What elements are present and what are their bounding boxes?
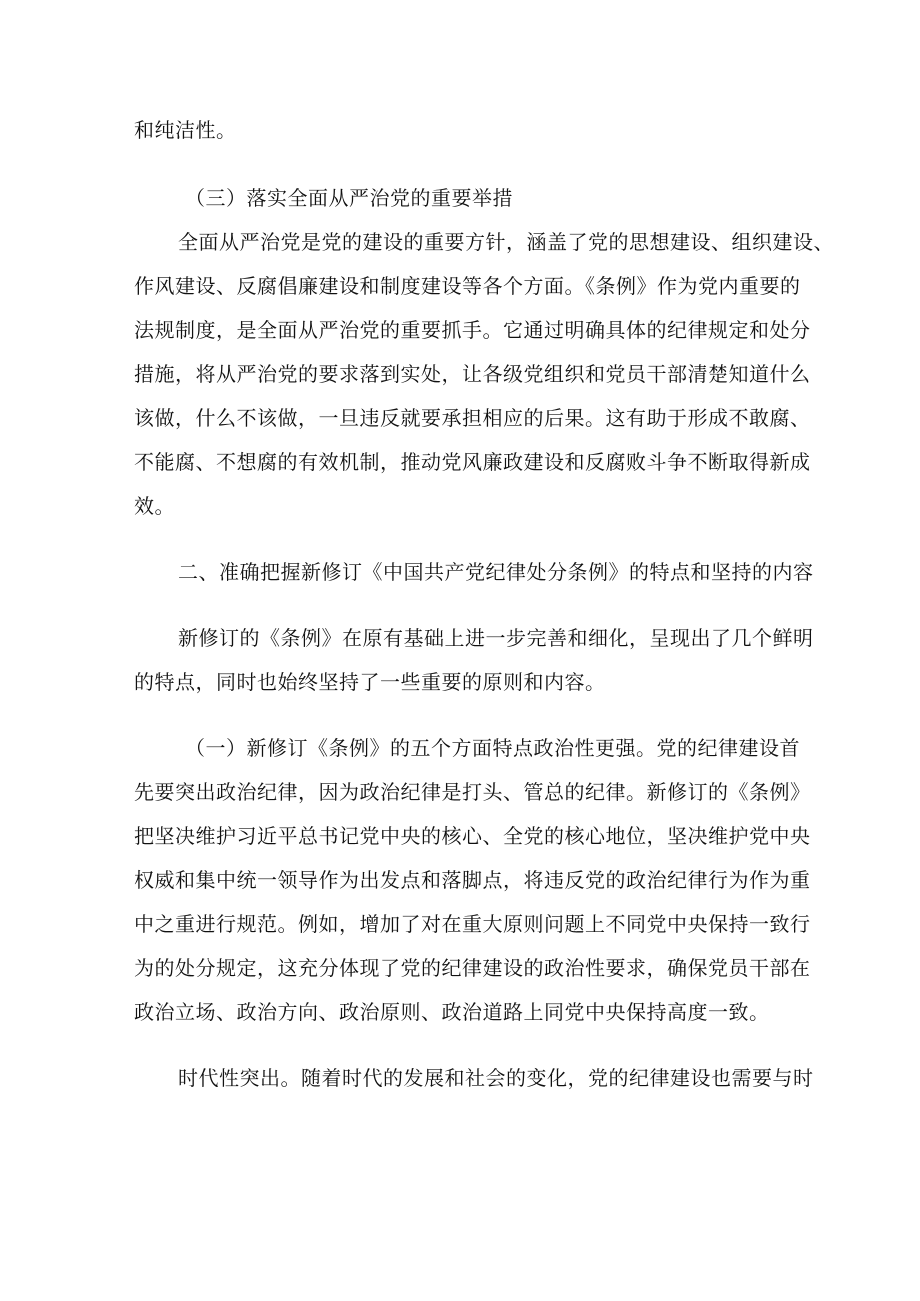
- paragraph-line: 时代性突出。随着时代的发展和社会的变化，党的纪律建设也需要与时: [178, 1066, 814, 1090]
- paragraph-line: 中之重进行规范。例如，增加了对在重大原则问题上不同党中央保持一致行: [134, 912, 811, 936]
- paragraph-line: 的特点，同时也始终坚持了一些重要的原则和内容。: [134, 670, 606, 694]
- paragraph-line: 和纯洁性。: [134, 118, 237, 142]
- paragraph-line: 把坚决维护习近平总书记党中央的核心、全党的核心地位，坚决维护党中央: [134, 824, 811, 848]
- paragraph-line: 不能腐、不想腐的有效机制，推动党风廉政建设和反腐败斗争不断取得新成: [134, 450, 811, 474]
- paragraph-line: 全面从严治党是党的建设的重要方针，涵盖了党的思想建设、组织建设、: [178, 230, 834, 254]
- paragraph-line: 为的处分规定，这充分体现了党的纪律建设的政治性要求，确保党员干部在: [134, 956, 811, 980]
- paragraph-line: 新修订的《条例》在原有基础上进一步完善和细化，呈现出了几个鲜明: [178, 626, 814, 650]
- paragraph-line: 先要突出政治纪律，因为政治纪律是打头、管总的纪律。新修订的《条例》: [134, 780, 811, 804]
- paragraph-line: 该做，什么不该做，一旦违反就要承担相应的后果。这有助于形成不敢腐、: [134, 406, 811, 430]
- paragraph-line: 效。: [134, 494, 175, 518]
- chapter-heading: 二、准确把握新修订《中国共产党纪律处分条例》的特点和坚持的内容: [178, 560, 814, 584]
- paragraph-line: 法规制度，是全面从严治党的重要抓手。它通过明确具体的纪律规定和处分: [134, 318, 811, 342]
- paragraph-line: 权威和集中统一领导作为出发点和落脚点，将违反党的政治纪律行为作为重: [134, 868, 811, 892]
- paragraph-line: 政治立场、政治方向、政治原则、政治道路上同党中央保持高度一致。: [134, 1000, 770, 1024]
- paragraph-line: 作风建设、反腐倡廉建设和制度建设等各个方面。《条例》作为党内重要的: [134, 274, 801, 298]
- paragraph-line: （一）新修订《条例》的五个方面特点政治性更强。党的纪律建设首: [185, 736, 800, 760]
- paragraph-line: 措施，将从严治党的要求落到实处，让各级党组织和党员干部清楚知道什么: [134, 362, 811, 386]
- section-heading: （三）落实全面从严治党的重要举措: [185, 186, 513, 210]
